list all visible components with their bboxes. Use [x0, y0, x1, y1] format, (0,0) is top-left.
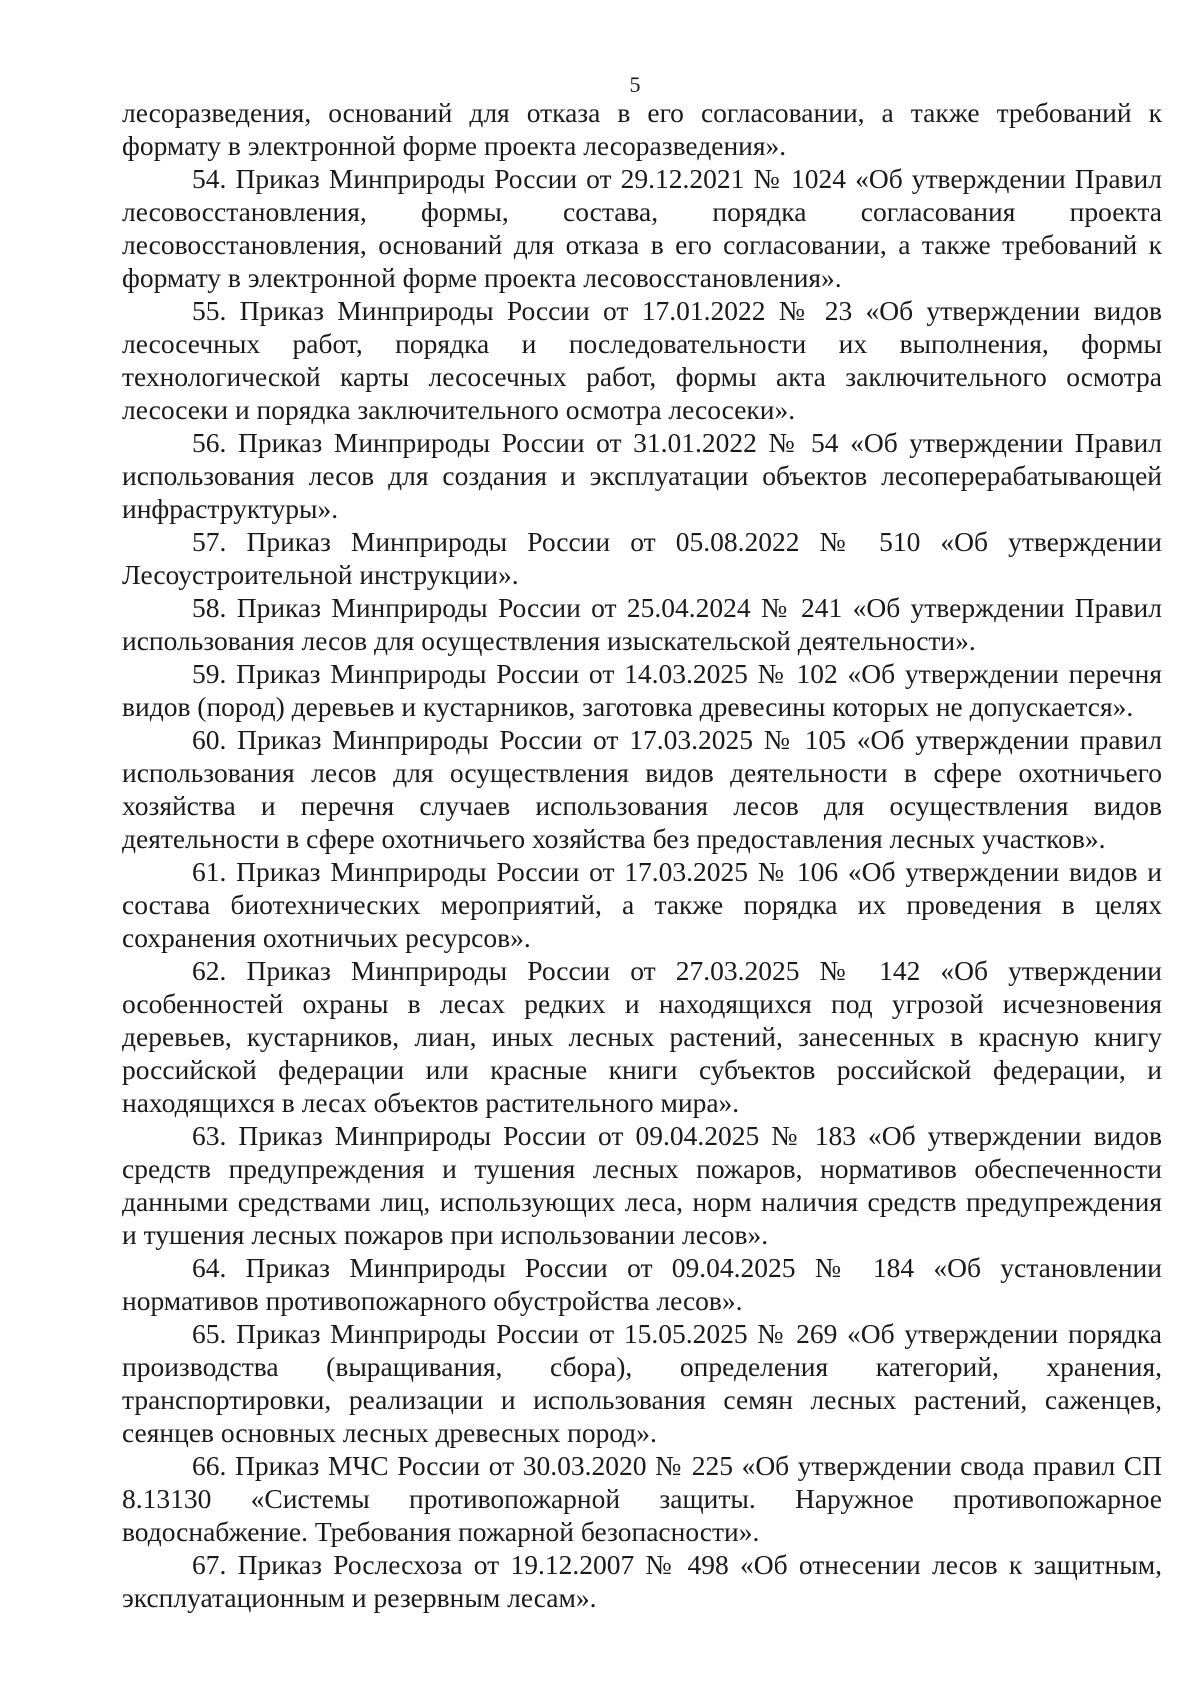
- document-body: [122, 96, 1162, 1614]
- list-item-63: 63. Приказ Минприроды России от 09.04.2025 № 183 «Об утверждении видов средств предупреждения и тушения лесных пожаров, нормативов обеспеченности данными средствами лиц, использующих леса, норм наличия средств предупреждения и тушения лесных пожаров при использовании лесов».: [122, 1120, 1162, 1250]
- list-item-64: 64. Приказ Минприроды России от 09.04.2025 № 184 «Об установлении нормативов противопожарного обустройства лесов».: [122, 1252, 1162, 1316]
- list-item-60: 60. Приказ Минприроды России от 17.03.2025 № 105 «Об утверждении правил использования лесов для осуществления видов деятельности в сфере охотничьего хозяйства и перечня случаев использования лесов для осуществления видов деятельности в сфере охотничьего хозяйства без предоставления лесных участков».: [122, 724, 1162, 854]
- continuation-paragraph: лесоразведения, оснований для отказа в его согласовании, а также требований к формату в электронной форме проекта лесоразведения».: [122, 97, 1162, 161]
- list-item-56: 56. Приказ Минприроды России от 31.01.2022 № 54 «Об утверждении Правил использования лесов для создания и эксплуатации объектов лесоперерабатывающей инфраструктуры».: [122, 427, 1162, 524]
- list-item-67: 67. Приказ Рослесхоза от 19.12.2007 № 498 «Об отнесении лесов к защитным, эксплуатационным и резервным лесам».: [122, 1549, 1162, 1613]
- list-item-54: 54. Приказ Минприроды России от 29.12.2021 № 1024 «Об утверждении Правил лесовосстановления, формы, состава, порядка согласования проекта лесовосстановления, оснований для отказа в его согласовании, а также требований к формату в электронной форме проекта лесовосстановления».: [122, 163, 1162, 293]
- list-item-65: 65. Приказ Минприроды России от 15.05.2025 № 269 «Об утверждении порядка производства (выращивания, сбора), определения категорий, хранения, транспортировки, реализации и использования семян лесных растений, саженцев, сеянцев основных лесных древесных пород».: [122, 1318, 1162, 1448]
- page-number: 5: [629, 72, 641, 97]
- list-item-66: 66. Приказ МЧС России от 30.03.2020 № 225 «Об утверждении свода правил СП 8.13130 «Системы противопожарной защиты. Наружное противопожарное водоснабжение. Требования пожарной безопасности».: [122, 1450, 1162, 1547]
- list-item-59: 59. Приказ Минприроды России от 14.03.2025 № 102 «Об утверждении перечня видов (пород) деревьев и кустарников, заготовка древесины которых не допускается».: [122, 658, 1162, 722]
- list-item-58: 58. Приказ Минприроды России от 25.04.2024 № 241 «Об утверждении Правил использования лесов для осуществления изыскательской деятельности».: [122, 592, 1162, 656]
- list-item-61: 61. Приказ Минприроды России от 17.03.2025 № 106 «Об утверждении видов и состава биотехнических мероприятий, а также порядка их проведения в целях сохранения охотничьих ресурсов».: [122, 856, 1162, 953]
- list-item-62: 62. Приказ Минприроды России от 27.03.2025 № 142 «Об утверждении особенностей охраны в лесах редких и находящихся под угрозой исчезновения деревьев, кустарников, лиан, иных лесных растений, занесенных в красную книгу российской федерации или красные книги субъектов российской федерации, и находящихся в лесах объектов растительного мира».: [122, 955, 1162, 1118]
- list-item-57: 57. Приказ Минприроды России от 05.08.2022 № 510 «Об утверждении Лесоустроительной инструкции».: [122, 526, 1162, 590]
- list-item-55: 55. Приказ Минприроды России от 17.01.2022 № 23 «Об утверждении видов лесосечных работ, порядка и последовательности их выполнения, формы технологической карты лесосечных работ, формы акта заключительного осмотра лесосеки и порядка заключительного осмотра лесосеки».: [122, 295, 1162, 425]
